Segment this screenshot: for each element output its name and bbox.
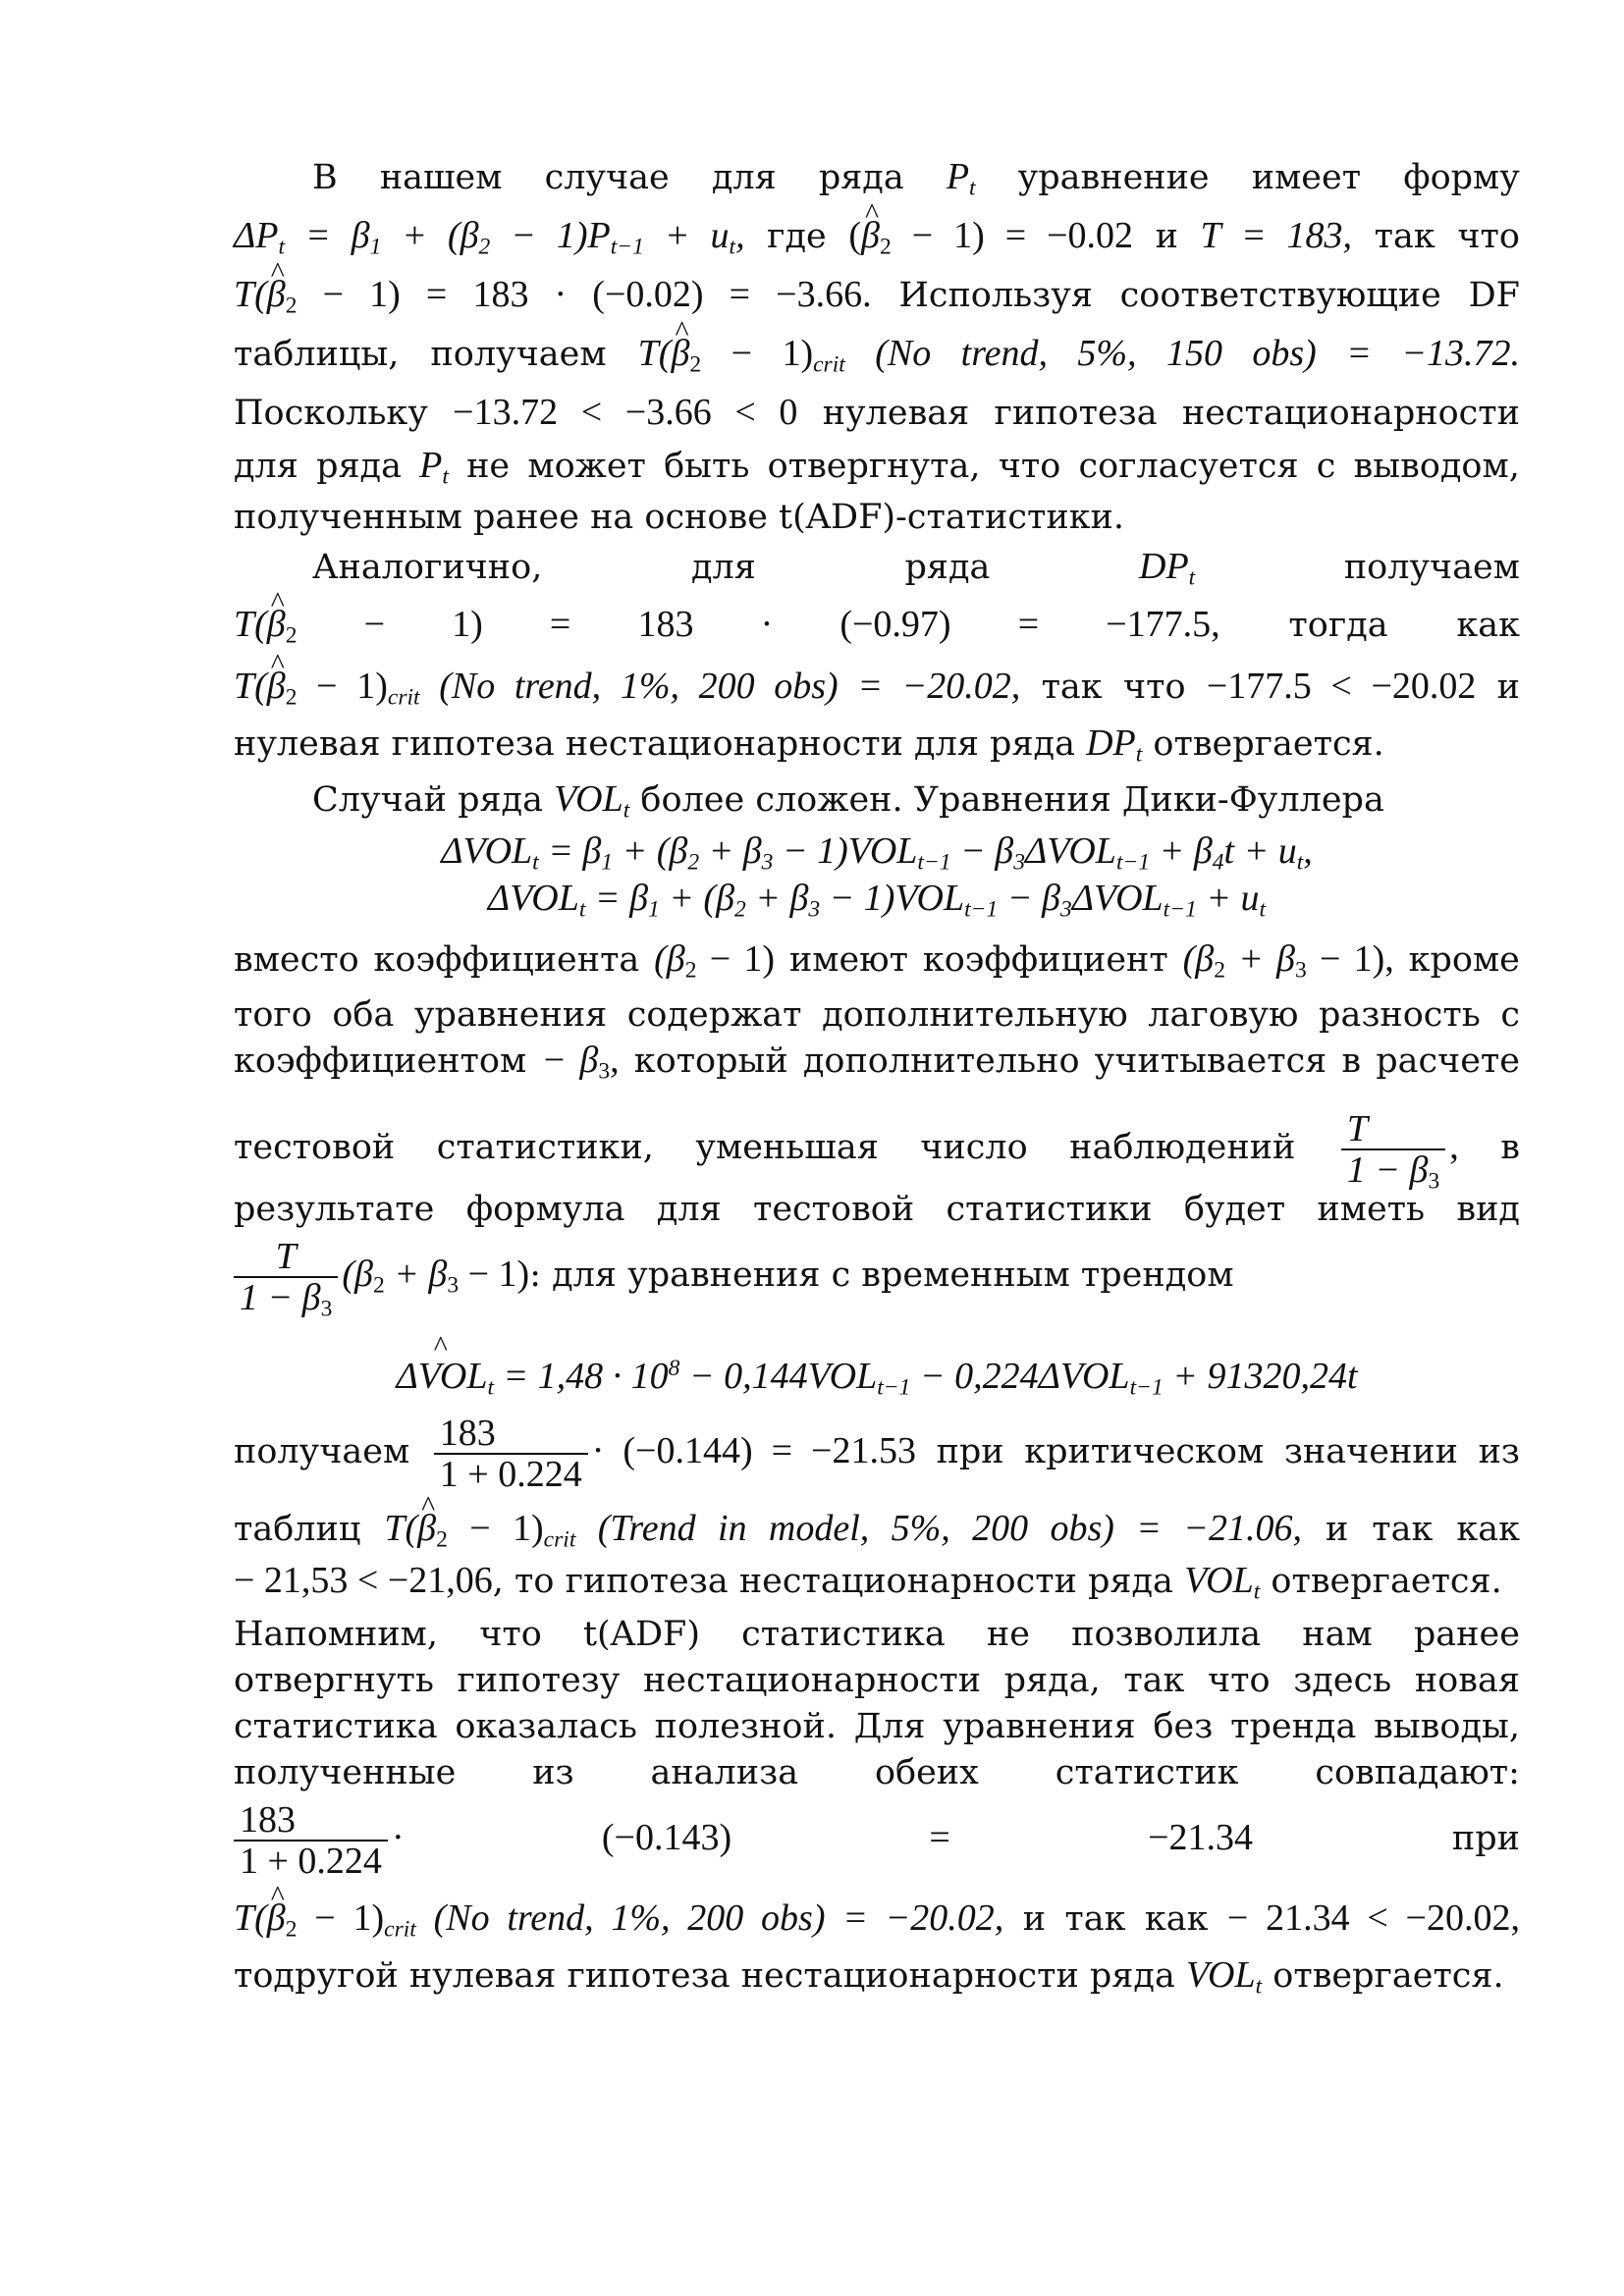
word: как: [1456, 606, 1520, 645]
word: коэффициента: [373, 940, 640, 980]
text-line-24: [234, 1559, 1520, 1603]
word: выводом,: [1353, 447, 1520, 486]
text-line-30: [234, 1896, 1520, 1941]
text-line-9: [234, 603, 1520, 647]
text-line-26: [234, 1659, 1520, 1702]
word: без: [1153, 1707, 1214, 1746]
word: Поскольку: [234, 394, 428, 433]
text-line-2: [234, 214, 1520, 258]
word: и: [1155, 217, 1178, 256]
word: Используя: [898, 276, 1093, 315]
word: где: [767, 217, 827, 256]
word: коэффициент: [922, 940, 1168, 980]
word: расчете: [1376, 1041, 1520, 1081]
word: статистика: [234, 1707, 438, 1746]
word: получаем: [430, 335, 607, 374]
text-line-31: [234, 1953, 1520, 1998]
text-line-20: [234, 1233, 1520, 1322]
word: отвергнута,: [767, 447, 981, 486]
word: наблюдений: [1069, 1128, 1296, 1167]
word: уравнения: [413, 995, 608, 1035]
word: имеет: [1251, 158, 1362, 197]
math-var-vol: $VOL_t$: [1185, 1954, 1263, 2000]
text-line-28: [234, 1751, 1520, 1794]
word: ряда: [818, 158, 904, 197]
word: полученные: [234, 1753, 457, 1792]
word: нестационарности: [1181, 394, 1520, 433]
text-fragment: более сложен. Уравнения Дики-Фуллера: [629, 780, 1384, 820]
text-fragment: Случай ряда: [312, 780, 555, 820]
word: В: [312, 158, 338, 197]
word: в: [1341, 1041, 1362, 1081]
word: полезной.: [654, 1707, 837, 1746]
word: обеих: [874, 1753, 979, 1792]
word: здесь: [1293, 1661, 1392, 1700]
text-line-17: [234, 1039, 1520, 1083]
word: нулевая: [822, 394, 970, 433]
word: ранее: [1413, 1615, 1520, 1654]
word: значении: [1283, 1432, 1458, 1471]
word: при: [1451, 1819, 1520, 1858]
word: тренда: [1230, 1707, 1357, 1746]
word: лаговую: [1148, 995, 1299, 1035]
text-line-4: [234, 332, 1520, 376]
word: для: [711, 158, 777, 197]
word: соответствующие: [1119, 276, 1441, 315]
text-fragment: отвергается.: [1260, 1562, 1502, 1601]
text-line-23: [234, 1507, 1520, 1551]
text-line-29: [234, 1794, 1520, 1881]
math-minus-beta3: − $\beta_3$,: [541, 1040, 620, 1085]
word: случае: [544, 158, 670, 197]
word: что: [1457, 217, 1520, 256]
word: содержат: [626, 995, 802, 1035]
word: тогда: [1288, 606, 1388, 645]
math-var-dp: $DP_t$: [1139, 546, 1196, 591]
math-beta-hat-expr: (^ $\beta_2 - 1) = -0.02$: [848, 215, 1133, 256]
word: позволила: [1071, 1615, 1262, 1654]
word: ряда,: [1003, 1661, 1101, 1700]
word: результате: [234, 1190, 435, 1229]
math-var-vol: $VOL_t$: [1184, 1560, 1261, 1605]
math-stat-vol-no-trend: $\frac{183}{1 + 0.224}$ · (−0.143) = −21.34: [234, 1817, 1253, 1858]
text-line-5: [234, 391, 1520, 435]
word: так: [1372, 1510, 1434, 1549]
document-page: [234, 0, 1520, 2296]
text-fragment: : для уравнения с временным трендом: [529, 1255, 1234, 1295]
word: гипотеза: [994, 394, 1158, 433]
word: что: [1122, 667, 1186, 707]
math-critical-value: T(^ $\beta_2 - 1)_{crit}$ (Trend in model, 5%, 200 obs) = −21.06,: [384, 1508, 1302, 1549]
text-line-15: [234, 937, 1520, 982]
text-line-19: [234, 1188, 1520, 1231]
word: может: [527, 447, 646, 486]
word: дополнительную: [822, 995, 1128, 1035]
word: коэффициентом: [234, 1041, 527, 1081]
word: в: [1500, 1128, 1520, 1167]
text-line-8: [234, 545, 1520, 589]
word: который: [633, 1041, 788, 1081]
word: так: [1064, 1899, 1126, 1939]
word: согласуется: [1078, 447, 1299, 486]
word: для: [656, 1190, 722, 1229]
text-fragment: тодругой нулевая гипотеза нестационарности ряда: [234, 1956, 1186, 1996]
math-coef-2: $(\beta_2 + \beta_3 - 1)$,: [1182, 938, 1394, 984]
word: статистики,: [436, 1128, 654, 1167]
word: что: [998, 447, 1061, 486]
word: учитывается: [1094, 1041, 1327, 1081]
text-line-27: [234, 1705, 1520, 1748]
word: Для: [853, 1707, 926, 1746]
word: формула: [465, 1190, 625, 1229]
word: нашем: [379, 158, 503, 197]
word: будет: [1183, 1190, 1286, 1229]
word: что: [479, 1615, 542, 1654]
math-test-formula: $\frac{T}{1 - \beta_3}$ $(\beta_2 + \beta_3 - 1)$: [234, 1254, 529, 1295]
word: и: [1496, 667, 1520, 707]
word: таблицы,: [234, 335, 400, 374]
math-var-dp: $DP_t$: [1086, 722, 1143, 768]
word: и: [1022, 1899, 1047, 1939]
word: что: [1208, 1661, 1271, 1700]
word: t(ADF): [582, 1615, 700, 1654]
word: статистики: [946, 1190, 1153, 1229]
word: тестовой: [234, 1128, 396, 1167]
equation-delta-p: $\Delta P_t = \beta_1 + (\beta_2 - 1)P_{t-1} + u_t$,: [234, 215, 745, 260]
word: Аналогично,: [312, 548, 543, 587]
word: число: [920, 1128, 1028, 1167]
math-coef-1: $(\beta_2 - 1)$: [654, 938, 776, 984]
word: как: [1456, 1510, 1520, 1549]
word: уменьшая: [695, 1128, 879, 1167]
word: так: [1374, 217, 1435, 256]
math-fraction: $\frac{T}{1 - \beta_3}$ ,: [1337, 1126, 1459, 1167]
word: не: [986, 1615, 1030, 1654]
word: как: [1144, 1899, 1209, 1939]
word: новая: [1414, 1661, 1520, 1700]
text-line-16: [234, 993, 1520, 1037]
word: критическом: [1024, 1432, 1265, 1471]
math-inequality: −177.5 < −20.02: [1206, 666, 1477, 707]
word: нестационарности: [642, 1661, 982, 1700]
word: Напомним,: [234, 1615, 439, 1654]
word: с: [1500, 995, 1520, 1035]
math-critical-value: T(^ $\beta_2 - 1)_{crit}$ (No trend, 1%, 200 obs) = −20.02,: [234, 1897, 1003, 1939]
math-test-stat-dp: T(^ $\beta_2 - 1) = 183 \cdot (-0.97) = -177.5$,: [234, 604, 1220, 645]
math-critical-value: T(^ $\beta_2 - 1)_{crit}$ (No trend, 5%, 150 obs) = −13.72.: [638, 333, 1520, 374]
word: получаем: [1343, 548, 1520, 587]
equation-df-trend: $\Delta VOL_t = \beta_1 + (\beta_2 + \beta_3 - 1)VOL_{t-1} - \beta_3\Delta VOL_{t-1} + \beta_4t + u_t$,: [441, 830, 1313, 876]
word: уравнение: [1017, 158, 1210, 197]
word: тестовой: [752, 1190, 915, 1229]
word: таблиц: [234, 1510, 361, 1549]
text-line-18: [234, 1105, 1520, 1195]
math-test-stat: T(^ $\beta_2 - 1) = 183 \cdot (-0.02) = -3.66$.: [234, 274, 872, 315]
math-inequality: −13.72 < −3.66 < 0: [453, 392, 798, 433]
math-var-vol: $VOL_t$: [554, 778, 630, 824]
word: оказалась: [455, 1707, 637, 1746]
word: форму: [1403, 158, 1520, 197]
word: так: [1123, 1661, 1185, 1700]
math-t-equals: T = 183,: [1200, 215, 1353, 256]
word: выводы,: [1374, 1707, 1520, 1746]
word: не: [466, 447, 511, 486]
text-fragment: отвергается.: [1142, 724, 1384, 764]
word: кроме: [1408, 940, 1520, 980]
word: иметь: [1317, 1190, 1426, 1229]
text-line-7: [234, 496, 1520, 539]
word: для: [234, 447, 298, 486]
word: анализа: [650, 1753, 799, 1792]
word: быть: [664, 447, 750, 486]
word: статистик: [1055, 1753, 1239, 1792]
text-line-3: [234, 273, 1520, 317]
word: того: [234, 995, 312, 1035]
word: уравнения: [943, 1707, 1136, 1746]
math-var-p: $P_t$: [946, 156, 976, 201]
word: статистика: [741, 1615, 946, 1654]
text-fragment: нулевая гипотеза нестационарности для ряда: [234, 724, 1087, 764]
word: вместо: [234, 940, 359, 980]
text-fragment: , то гипотеза нестационарности ряда: [492, 1562, 1185, 1601]
equation-df-no-trend: $\Delta VOL_t = \beta_1 + (\beta_2 + \beta_3 - 1)VOL_{t-1} - \beta_3\Delta VOL_{t-1} + u_t$: [487, 878, 1267, 923]
text-line-6: [234, 444, 1520, 488]
word: ряда: [316, 447, 402, 486]
word: нам: [1302, 1615, 1373, 1654]
word: разность: [1319, 995, 1481, 1035]
word: имеют: [788, 940, 908, 980]
word: из: [1478, 1432, 1520, 1471]
word: совпадают:: [1315, 1753, 1520, 1792]
word: DF: [1468, 276, 1520, 315]
word: с: [1316, 447, 1336, 486]
word: получаем: [234, 1432, 410, 1471]
math-inequality: − 21.34 < −20.02,: [1226, 1897, 1520, 1939]
word: при: [936, 1432, 1004, 1471]
word: гипотезу: [457, 1661, 621, 1700]
word: отвергнуть: [234, 1661, 434, 1700]
text-line-10: [234, 665, 1520, 709]
math-critical-value: T(^ $\beta_2 - 1)_{crit}$ (No trend, 1%, 200 obs) = −20.02,: [234, 666, 1020, 707]
word: дополнительно: [802, 1041, 1080, 1081]
word: так: [1041, 667, 1103, 707]
text-fragment: отвергается.: [1262, 1956, 1504, 1996]
sentence: полученным ранее на основе t(ADF)-статистики.: [234, 498, 1124, 537]
text-line-12: [234, 777, 1520, 822]
text-line-25: [234, 1613, 1520, 1656]
equation-estimated: Δ^ $VOL_t = 1,48 \cdot 10^8 - 0,144VOL_{t-1} - 0,224\Delta VOL_{t-1} + 91320,24t$: [234, 1355, 1520, 1398]
text-line-22: [234, 1408, 1520, 1494]
math-stat-vol-trend: $\frac{183}{1 + 0.224}$ · (−0.144) = −21.53: [430, 1430, 916, 1471]
math-inequality: − 21,53 < −21,06: [234, 1560, 493, 1601]
word: ряда: [904, 548, 991, 587]
math-var-p: $P_t$: [419, 445, 449, 490]
word: для: [690, 548, 756, 587]
word: вид: [1456, 1190, 1520, 1229]
word: оба: [332, 995, 395, 1035]
word: и: [1325, 1510, 1349, 1549]
text-line-11: [234, 721, 1520, 766]
word: из: [532, 1753, 574, 1792]
